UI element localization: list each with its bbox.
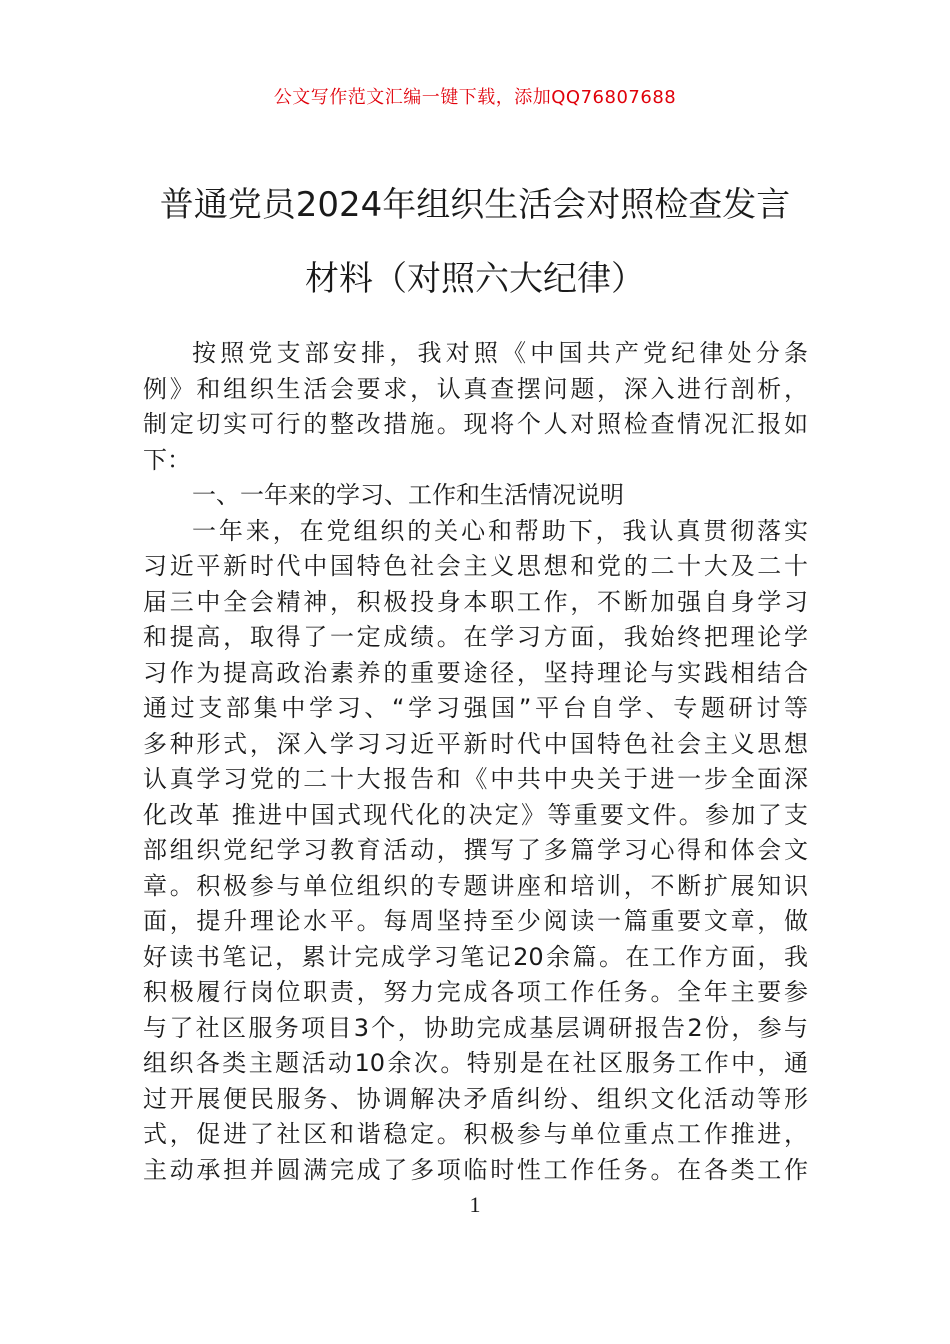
text-line: 章。积极参与单位组织的专题讲座和培训，不断扩展知识 <box>143 871 808 900</box>
text-line: 制定切实可行的整改措施。现将个人对照检查情况汇报如 <box>143 410 808 438</box>
text-line: 组织各类主题活动10余次。特别是在社区服务工作中，通 <box>143 1049 808 1077</box>
text-line: 例》和组织生活会要求，认真查摆问题，深入进行剖析， <box>143 374 808 403</box>
paragraph-review <box>143 514 808 1189</box>
text-line: 过开展便民服务、协调解决矛盾纠纷、组织文化活动等形 <box>143 1084 808 1113</box>
paragraph-intro <box>143 336 808 478</box>
text-line: 届三中全会精神，积极投身本职工作，不断加强自身学习 <box>143 587 808 616</box>
text-line: 习作为提高政治素养的重要途径，坚持理论与实践相结合 <box>143 658 808 687</box>
text-line: 式，促进了社区和谐稳定。积极参与单位重点工作推进， <box>143 1120 808 1148</box>
text-line: 习近平新时代中国特色社会主义思想和党的二十大及二十 <box>143 552 808 580</box>
header-note: 公文写作范文汇编一键下载，添加QQ76807688 <box>273 87 677 108</box>
text-line: 按照党支部安排，我对照《中国共产党纪律处分条 <box>192 339 808 367</box>
text-line: 下： <box>143 445 191 474</box>
text-line: 好读书笔记，累计完成学习笔记20余篇。在工作方面，我 <box>143 942 808 971</box>
text-line: 与了社区服务项目3个，协助完成基层调研报告2份，参与 <box>143 1013 808 1042</box>
text-line: 通过支部集中学习、“学习强国”平台自学、专题研讨等 <box>143 694 808 722</box>
page-number: 1 <box>469 1192 481 1217</box>
text-line: 主动承担并圆满完成了多项临时性工作任务。在各类工作 <box>143 1155 808 1184</box>
section-heading-text: 一、一年来的学习、工作和生活情况说明 <box>192 481 624 509</box>
text-line: 部组织党纪学习教育活动，撰写了多篇学习心得和体会文 <box>143 836 808 864</box>
text-line: 一年来，在党组织的关心和帮助下，我认真贯彻落实 <box>192 516 808 545</box>
text-line: 和提高，取得了一定成绩。在学习方面，我始终把理论学 <box>143 623 808 651</box>
text-line: 多种形式，深入学习习近平新时代中国特色社会主义思想 <box>143 729 808 758</box>
document-body <box>143 336 808 1188</box>
text-line: 化改革 推进中国式现代化的决定》等重要文件。参加了支 <box>143 800 808 829</box>
title-line-2: 材料（对照六大纪律） <box>305 259 645 299</box>
document-title <box>100 168 850 316</box>
text-line: 积极履行岗位职责，努力完成各项工作任务。全年主要参 <box>143 978 808 1006</box>
text-line: 认真学习党的二十大报告和《中共中央关于进一步全面深 <box>143 765 808 793</box>
title-line-1: 普通党员2024年组织生活会对照检查发言 <box>159 185 791 225</box>
section-heading <box>143 478 808 514</box>
text-line: 面，提升理论水平。每周坚持至少阅读一篇重要文章，做 <box>143 907 808 935</box>
